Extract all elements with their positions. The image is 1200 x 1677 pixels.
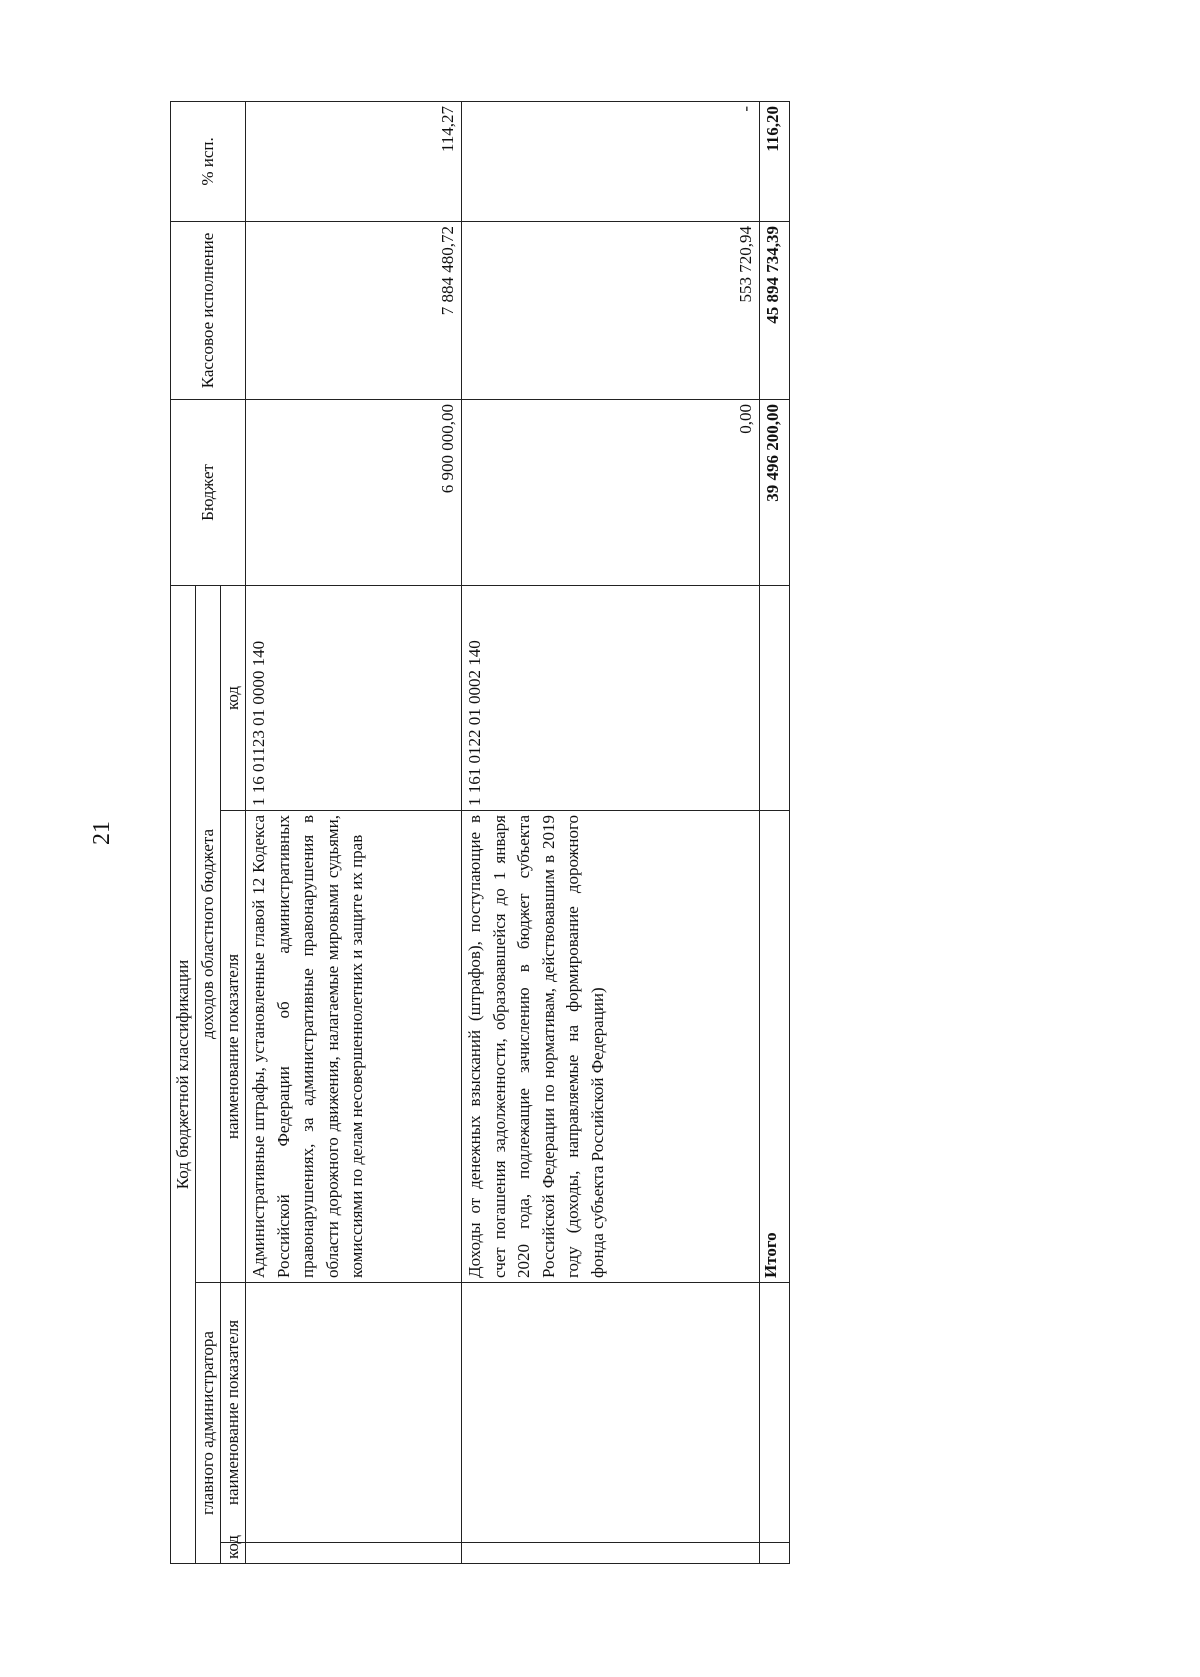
cash-cell: 553 720,94 <box>462 221 760 399</box>
total-label: Итого <box>760 811 790 1283</box>
admin-name-cell <box>462 1283 760 1543</box>
total-cash: 45 894 734,39 <box>760 221 790 399</box>
income-code-cell: 1 161 0122 01 0002 140 <box>462 585 760 810</box>
header-budget: Бюджет <box>171 399 246 585</box>
header-chief-admin: главного администратора <box>196 1283 221 1564</box>
total-row <box>760 101 790 1563</box>
percent-cell: 114,27 <box>246 101 462 221</box>
header-row-1 <box>171 101 196 1563</box>
total-admin-name-cell <box>760 1283 790 1543</box>
header-percent: % исп. <box>171 101 246 221</box>
header-admin-code: код <box>221 1543 246 1564</box>
header-classification: Код бюджетной классификации <box>171 585 196 1563</box>
total-code-cell <box>760 585 790 810</box>
budget-table <box>170 101 790 1564</box>
admin-code-cell <box>246 1543 462 1564</box>
header-income-regional: доходов областного бюджета <box>196 585 221 1282</box>
page-number: 21 <box>89 821 115 845</box>
cash-cell: 7 884 480,72 <box>246 221 462 399</box>
total-percent: 116,20 <box>760 101 790 221</box>
budget-cell: 0,00 <box>462 399 760 585</box>
header-admin-name: наименование показателя <box>221 1283 246 1543</box>
admin-name-cell <box>246 1283 462 1543</box>
income-code-cell: 1 16 01123 01 0000 140 <box>246 585 462 810</box>
percent-cell: - <box>462 101 760 221</box>
header-name: наименование показателя <box>221 811 246 1283</box>
total-budget: 39 496 200,00 <box>760 399 790 585</box>
rotated-table-container <box>170 102 790 1564</box>
budget-cell: 6 900 000,00 <box>246 399 462 585</box>
header-income-code: код <box>221 585 246 810</box>
table-row <box>462 101 760 1563</box>
indicator-name-cell: Доходы от денежных взысканий (штрафов), поступающие в счет погашения задолженности, образовавшейся до 1 января 2020 года, подлежащие зачислению в бюджет субъекта Российской Федерации по нормативам, действовавшим в 2019 году (доходы, направляемые на формирование дорожного фонда субъекта Российской Федерации) <box>462 811 760 1283</box>
admin-code-cell <box>462 1543 760 1564</box>
table-row <box>246 101 462 1563</box>
header-cash: Кассовое исполнение <box>171 221 246 399</box>
total-admin-code-cell <box>760 1543 790 1564</box>
indicator-name-cell: Административные штрафы, установленные главой 12 Кодекса Российской Федерации об административных правонарушениях, за административные правонарушения в области дорожного движения, налагаемые мировыми судьями, комиссиями по делам несовершеннолетних и защите их прав <box>246 811 462 1283</box>
table-wrapper <box>170 102 790 1564</box>
